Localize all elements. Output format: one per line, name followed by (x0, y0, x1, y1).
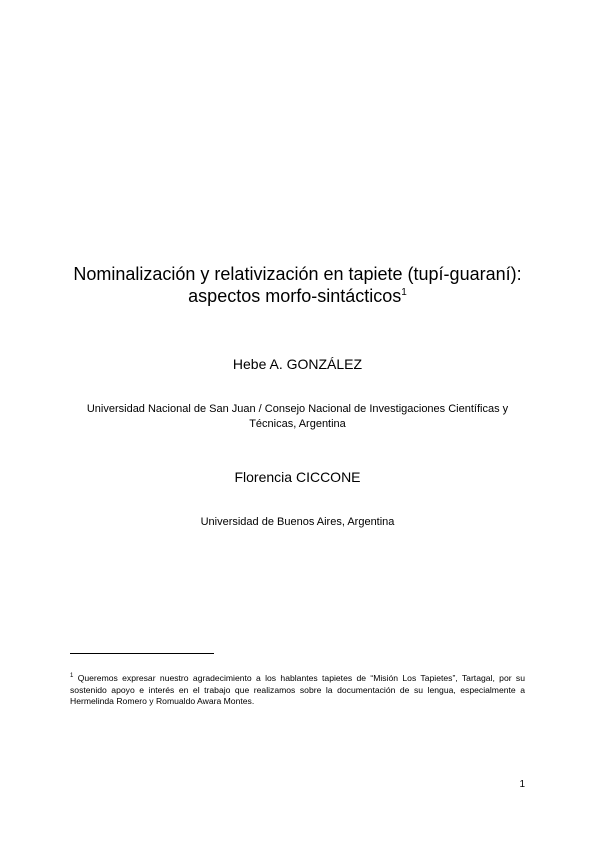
footnote-separator (70, 653, 214, 654)
author-name-1: Hebe A. GONZÁLEZ (232, 356, 363, 372)
author-affiliation-1: Universidad Nacional de San Juan / Consejo Nacional de Investigaciones Científicas y Técnicas, Argentina (86, 403, 509, 430)
paper-title (60, 263, 535, 307)
author-affiliation-2: Universidad de Buenos Aires, Argentina (200, 516, 395, 528)
title-line-2: aspectos morfo-sintácticos (188, 286, 402, 306)
footnote-text: Queremos expresar nuestro agradecimiento a los hablantes tapietes de “Misión Los Tapietes”, Tartagal, por su sostenido apoyo e interés en el trabajo que realizamos sobre la documentación de su lengua, especialmente a Hermelinda Romero y Romualdo Awara Montes. (70, 673, 525, 706)
title-footnote-marker: 1 (401, 287, 407, 298)
footnote-marker: 1 (70, 673, 74, 680)
author-name-2: Florencia CICCONE (234, 469, 361, 485)
title-line-1: Nominalización y relativización en tapiete (tupí-guaraní): (73, 264, 522, 284)
page-number: 1 (519, 779, 525, 790)
footnote (70, 673, 525, 708)
